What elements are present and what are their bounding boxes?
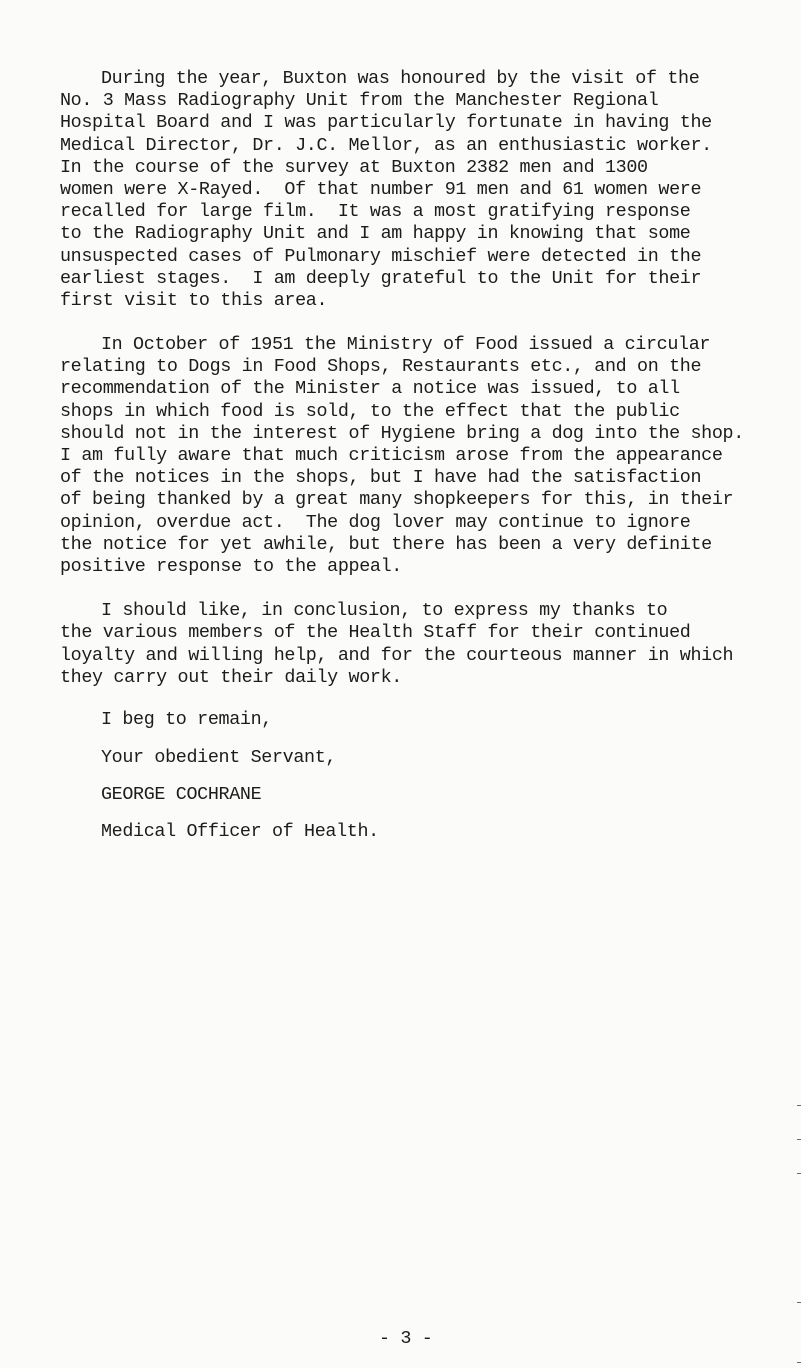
text-line: they carry out their daily work. xyxy=(60,667,402,688)
text-line: During the year, Buxton was honoured by the visit of the xyxy=(101,68,700,89)
text-line: In the course of the survey at Buxton 2382 men and 1300 xyxy=(60,157,648,178)
text-line: should not in the interest of Hygiene bring a dog into the shop. xyxy=(60,423,744,444)
signatory-name: GEORGE COCHRANE xyxy=(101,784,262,805)
text-line: of the notices in the shops, but I have had the satisfaction xyxy=(60,467,702,488)
text-line: Medical Director, Dr. J.C. Mellor, as an enthusiastic worker. xyxy=(60,135,712,156)
scan-edge-mark xyxy=(797,1139,801,1140)
text-line: relating to Dogs in Food Shops, Restaurants etc., and on the xyxy=(60,356,702,377)
text-line: to the Radiography Unit and I am happy in knowing that some xyxy=(60,223,691,244)
closing-remain: I beg to remain, xyxy=(101,709,272,730)
text-line: earliest stages. I am deeply grateful to the Unit for their xyxy=(60,268,702,289)
text-line: I am fully aware that much criticism arose from the appearance xyxy=(60,445,723,466)
text-line: the various members of the Health Staff for their continued xyxy=(60,622,691,643)
text-line: recalled for large film. It was a most gratifying response xyxy=(60,201,691,222)
text-line: positive response to the appeal. xyxy=(60,556,402,577)
text-line: In October of 1951 the Ministry of Food issued a circular xyxy=(101,334,711,355)
text-line: No. 3 Mass Radiography Unit from the Manchester Regional xyxy=(60,90,659,111)
text-line: shops in which food is sold, to the effect that the public xyxy=(60,401,680,422)
text-line: loyalty and willing help, and for the courteous manner in which xyxy=(60,645,734,666)
text-line: of being thanked by a great many shopkeepers for this, in their xyxy=(60,489,734,510)
text-line: unsuspected cases of Pulmonary mischief were detected in the xyxy=(60,246,702,267)
text-line: opinion, overdue act. The dog lover may continue to ignore xyxy=(60,512,691,533)
signatory-title: Medical Officer of Health. xyxy=(101,821,379,842)
text-line: the notice for yet awhile, but there has been a very definite xyxy=(60,534,712,555)
scan-edge-mark xyxy=(797,1302,801,1303)
text-line: women were X-Rayed. Of that number 91 men and 61 women were xyxy=(60,179,702,200)
text-line: Hospital Board and I was particularly fortunate in having the xyxy=(60,112,712,133)
page-number: - 3 - xyxy=(379,1328,433,1349)
scan-edge-mark xyxy=(797,1105,801,1106)
text-line: I should like, in conclusion, to express my thanks to xyxy=(101,600,668,621)
scan-edge-mark xyxy=(797,1362,801,1363)
text-line: first visit to this area. xyxy=(60,290,328,311)
scan-edge-mark xyxy=(797,1173,801,1174)
closing-servant: Your obedient Servant, xyxy=(101,747,337,768)
text-line: recommendation of the Minister a notice was issued, to all xyxy=(60,378,680,399)
